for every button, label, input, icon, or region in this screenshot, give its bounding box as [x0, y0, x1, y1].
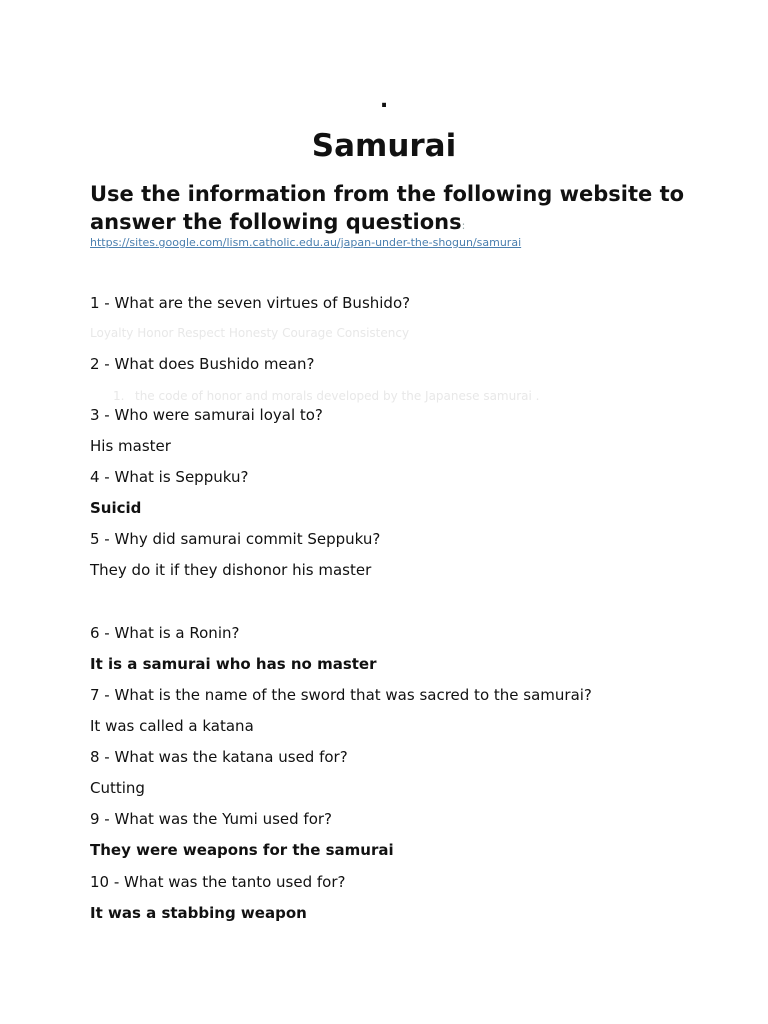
question-8: 8 - What was the katana used for? [90, 748, 348, 766]
answer-4: Suicid [90, 499, 142, 517]
question-9: 9 - What was the Yumi used for? [90, 810, 333, 828]
question-2: 2 - What does Bushido mean? [90, 355, 315, 373]
page-title: Samurai [311, 128, 457, 164]
answer-10: It was a stabbing weapon [90, 904, 307, 922]
answer-9: They were weapons for the samurai [90, 841, 394, 859]
header-dot: . [379, 88, 389, 113]
instructions-heading-text: Use the information from the following website to answer the following questions [90, 182, 685, 234]
source-website-link[interactable]: https://sites.google.com/lism.catholic.edu.au/japan-under-the-shogun/samurai [90, 236, 522, 249]
question-7: 7 - What is the name of the sword that was sacred to the samurai? [90, 686, 592, 704]
question-5: 5 - Why did samurai commit Seppuku? [90, 530, 381, 548]
question-3: 3 - Who were samurai loyal to? [90, 406, 323, 424]
answer-2-faint [113, 389, 539, 403]
answer-7: It was called a katana [90, 717, 254, 735]
answer-2-list-number: 1. [113, 389, 125, 403]
answer-3: His master [90, 437, 171, 455]
answer-6: It is a samurai who has no master [90, 655, 377, 673]
answer-5: They do it if they dishonor his master [90, 561, 372, 579]
instructions-heading [90, 180, 710, 240]
answer-2-text: the code of honor and morals developed by the Japanese samurai . [135, 389, 540, 403]
instructions-heading-colon: : [461, 219, 466, 232]
question-6: 6 - What is a Ronin? [90, 624, 240, 642]
question-1: 1 - What are the seven virtues of Bushido? [90, 294, 411, 312]
question-10: 10 - What was the tanto used for? [90, 873, 346, 891]
question-4: 4 - What is Seppuku? [90, 468, 249, 486]
answer-1-faint: Loyalty Honor Respect Honesty Courage Consistency [90, 326, 410, 340]
answer-8: Cutting [90, 779, 145, 797]
